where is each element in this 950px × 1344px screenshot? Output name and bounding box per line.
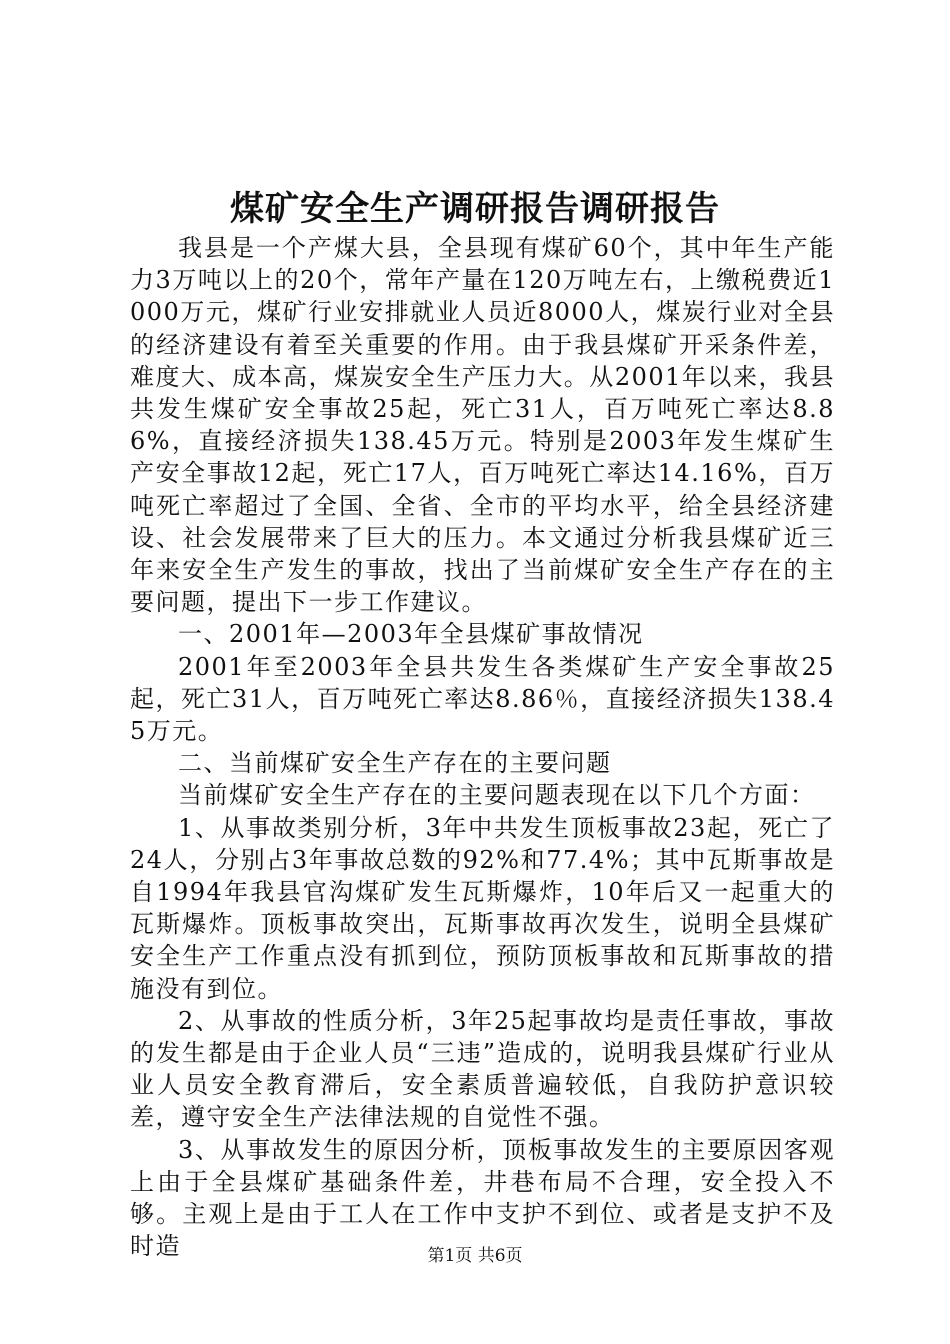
section-heading-1: 一、2001年—2003年全县煤矿事故情况	[178, 620, 644, 649]
paragraph-point-1: 1、从事故类别分析，3年中共发生顶板事故23起，死亡了24人，分别占3年事故总数的92%和77.4%；其中瓦斯事故是自1994年我县官沟煤矿发生瓦斯爆炸，10年后又一起重大的瓦斯爆炸。顶板事故突出，瓦斯事故再次发生，说明全县煤矿安全生产工作重点没有抓到位，预防顶板事故和瓦斯事故的措施没有到位。	[130, 813, 835, 1003]
paragraph-intro: 我县是一个产煤大县，全县现有煤矿60个，其中年生产能力3万吨以上的20个，常年产量在120万吨左右，上缴税费近1000万元，煤矿行业安排就业人员近8000人，煤炭行业对全县的经济建设有着至关重要的作用。由于我县煤矿开采条件差，难度大、成本高，煤炭安全生产压力大。从2001年以来，我县共发生煤矿安全事故25起，死亡31人，百万吨死亡率达8.86%，直接经济损失138.45万元。特别是2003年发生煤矿生产安全事故12起，死亡17人，百万吨死亡率达14.16%，百万吨死亡率超过了全国、全省、全市的平均水平，给全县经济建设、社会发展带来了巨大的压力。本文通过分析我县煤矿近三年来安全生产发生的事故，找出了当前煤矿安全生产存在的主要问题，提出下一步工作建议。	[130, 234, 835, 617]
paragraph-accident-summary: 2001年至2003年全县共发生各类煤矿生产安全事故25起，死亡31人，百万吨死亡率达8.86％，直接经济损失138.45万元。	[130, 652, 835, 746]
paragraph-point-3: 3、从事故发生的原因分析，顶板事故发生的主要原因客观上由于全县煤矿基础条件差，井巷布局不合理，安全投入不够。主观上是由于工人在工作中支护不到位、或者是支护不及时造	[130, 1135, 835, 1261]
paragraph-point-2: 2、从事故的性质分析，3年25起事故均是责任事故，事故的发生都是由于企业人员“三违”造成的，说明我县煤矿行业从业人员安全教育滞后，安全素质普遍较低，自我防护意识较差，遵守安全生产法律法规的自觉性不强。	[130, 1006, 835, 1132]
document-body	[130, 232, 835, 1263]
page-title: 煤矿安全生产调研报告调研报告	[230, 189, 720, 229]
paragraph-problems-lead: 当前煤矿安全生产存在的主要问题表现在以下几个方面：	[178, 781, 816, 810]
page-footer: 第1页 共6页	[427, 1246, 523, 1266]
section-heading-2: 二、当前煤矿安全生产存在的主要问题	[178, 749, 612, 778]
